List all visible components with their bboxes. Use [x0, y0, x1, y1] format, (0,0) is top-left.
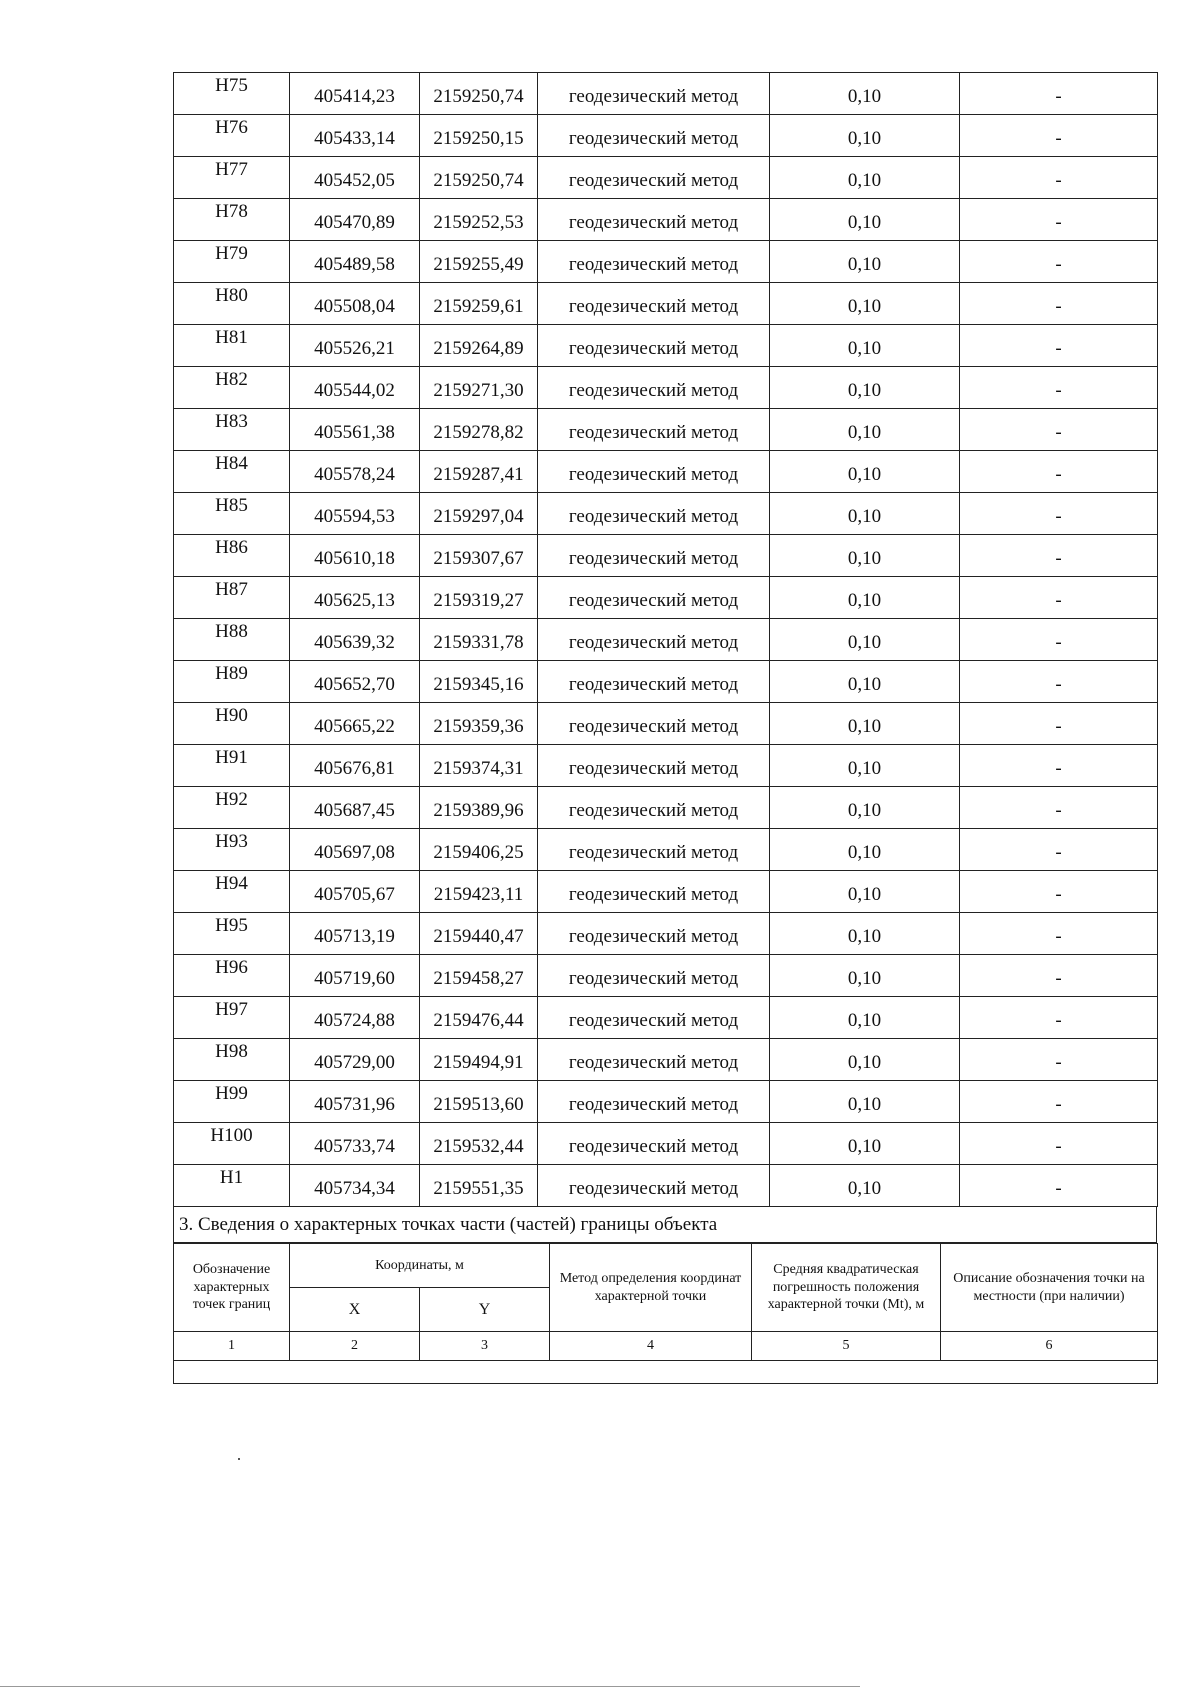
point-name: Н94 — [174, 871, 290, 913]
coord-x: 405561,38 — [290, 409, 420, 451]
coord-y: 2159389,96 — [420, 787, 538, 829]
method: геодезический метод — [538, 409, 770, 451]
method: геодезический метод — [538, 787, 770, 829]
section-3-title: 3. Сведения о характерных точках части (частей) границы объекта — [173, 1207, 1157, 1243]
description: - — [960, 703, 1158, 745]
table-row — [174, 787, 1158, 829]
coord-y: 2159250,74 — [420, 157, 538, 199]
coord-y: 2159551,35 — [420, 1165, 538, 1207]
point-name: Н95 — [174, 913, 290, 955]
mt-error: 0,10 — [770, 1081, 960, 1123]
mt-error: 0,10 — [770, 619, 960, 661]
point-name: Н75 — [174, 73, 290, 115]
point-name: Н82 — [174, 367, 290, 409]
header-x: X — [290, 1288, 420, 1332]
coord-y: 2159513,60 — [420, 1081, 538, 1123]
description: - — [960, 871, 1158, 913]
mt-error: 0,10 — [770, 787, 960, 829]
column-number-6: 6 — [941, 1332, 1158, 1361]
coord-y: 2159278,82 — [420, 409, 538, 451]
coord-x: 405719,60 — [290, 955, 420, 997]
coord-x: 405489,58 — [290, 241, 420, 283]
point-name: Н79 — [174, 241, 290, 283]
coord-x: 405544,02 — [290, 367, 420, 409]
coord-y: 2159307,67 — [420, 535, 538, 577]
point-name: Н99 — [174, 1081, 290, 1123]
coord-x: 405731,96 — [290, 1081, 420, 1123]
description: - — [960, 283, 1158, 325]
table-row — [174, 493, 1158, 535]
point-name: Н86 — [174, 535, 290, 577]
coord-y: 2159359,36 — [420, 703, 538, 745]
table-row — [174, 829, 1158, 871]
coord-y: 2159331,78 — [420, 619, 538, 661]
table-row — [174, 1039, 1158, 1081]
header-coordinates: Координаты, м — [290, 1244, 550, 1288]
description: - — [960, 913, 1158, 955]
coord-x: 405705,67 — [290, 871, 420, 913]
coord-y: 2159255,49 — [420, 241, 538, 283]
coord-x: 405697,08 — [290, 829, 420, 871]
method: геодезический метод — [538, 325, 770, 367]
coord-y: 2159252,53 — [420, 199, 538, 241]
table-row — [174, 871, 1158, 913]
table-row — [174, 115, 1158, 157]
point-name: Н87 — [174, 577, 290, 619]
coord-x: 405724,88 — [290, 997, 420, 1039]
method: геодезический метод — [538, 661, 770, 703]
mt-error: 0,10 — [770, 325, 960, 367]
method: геодезический метод — [538, 199, 770, 241]
point-name: Н78 — [174, 199, 290, 241]
coord-y: 2159458,27 — [420, 955, 538, 997]
coord-y: 2159440,47 — [420, 913, 538, 955]
coord-y: 2159494,91 — [420, 1039, 538, 1081]
column-number-2: 2 — [290, 1332, 420, 1361]
mt-error: 0,10 — [770, 409, 960, 451]
coord-x: 405414,23 — [290, 73, 420, 115]
point-name: Н1 — [174, 1165, 290, 1207]
table-row — [174, 325, 1158, 367]
description: - — [960, 325, 1158, 367]
mt-error: 0,10 — [770, 745, 960, 787]
method: геодезический метод — [538, 913, 770, 955]
mt-error: 0,10 — [770, 115, 960, 157]
table-row — [174, 1165, 1158, 1207]
scan-speck — [238, 1458, 240, 1460]
point-name: Н81 — [174, 325, 290, 367]
table-row — [174, 1123, 1158, 1165]
column-number-4: 4 — [550, 1332, 752, 1361]
mt-error: 0,10 — [770, 577, 960, 619]
header-y: Y — [420, 1288, 550, 1332]
table-row — [174, 241, 1158, 283]
coord-x: 405452,05 — [290, 157, 420, 199]
mt-error: 0,10 — [770, 157, 960, 199]
header-designation: Обозначение характерных точек границ — [174, 1244, 290, 1332]
description: - — [960, 1039, 1158, 1081]
mt-error: 0,10 — [770, 535, 960, 577]
coord-x: 405713,19 — [290, 913, 420, 955]
method: геодезический метод — [538, 367, 770, 409]
mt-error: 0,10 — [770, 913, 960, 955]
coord-y: 2159259,61 — [420, 283, 538, 325]
method: геодезический метод — [538, 115, 770, 157]
coord-x: 405665,22 — [290, 703, 420, 745]
coord-x: 405526,21 — [290, 325, 420, 367]
table-row — [174, 367, 1158, 409]
method: геодезический метод — [538, 577, 770, 619]
coord-y: 2159297,04 — [420, 493, 538, 535]
table-row — [174, 1081, 1158, 1123]
coord-y: 2159374,31 — [420, 745, 538, 787]
method: геодезический метод — [538, 1081, 770, 1123]
point-name: Н97 — [174, 997, 290, 1039]
coord-y: 2159532,44 — [420, 1123, 538, 1165]
document-sheet — [173, 72, 1157, 1384]
method: геодезический метод — [538, 745, 770, 787]
coord-x: 405508,04 — [290, 283, 420, 325]
coord-y: 2159345,16 — [420, 661, 538, 703]
description: - — [960, 157, 1158, 199]
mt-error: 0,10 — [770, 703, 960, 745]
table-row — [174, 745, 1158, 787]
mt-error: 0,10 — [770, 871, 960, 913]
description: - — [960, 367, 1158, 409]
mt-error: 0,10 — [770, 241, 960, 283]
description: - — [960, 451, 1158, 493]
method: геодезический метод — [538, 157, 770, 199]
table-row — [174, 199, 1158, 241]
table-row — [174, 619, 1158, 661]
point-name: Н96 — [174, 955, 290, 997]
coord-x: 405433,14 — [290, 115, 420, 157]
method: геодезический метод — [538, 535, 770, 577]
coord-x: 405578,24 — [290, 451, 420, 493]
table-row — [174, 409, 1158, 451]
description: - — [960, 73, 1158, 115]
column-number-5: 5 — [752, 1332, 941, 1361]
coord-y: 2159319,27 — [420, 577, 538, 619]
table-row — [174, 997, 1158, 1039]
coord-x: 405687,45 — [290, 787, 420, 829]
method: геодезический метод — [538, 73, 770, 115]
boundary-points-table — [173, 72, 1158, 1207]
mt-error: 0,10 — [770, 283, 960, 325]
coord-x: 405470,89 — [290, 199, 420, 241]
mt-error: 0,10 — [770, 1165, 960, 1207]
table-row — [174, 157, 1158, 199]
description: - — [960, 241, 1158, 283]
coord-x: 405625,13 — [290, 577, 420, 619]
point-name: Н88 — [174, 619, 290, 661]
point-name: Н84 — [174, 451, 290, 493]
description: - — [960, 577, 1158, 619]
column-number-1: 1 — [174, 1332, 290, 1361]
description: - — [960, 199, 1158, 241]
point-name: Н98 — [174, 1039, 290, 1081]
mt-error: 0,10 — [770, 73, 960, 115]
point-name: Н91 — [174, 745, 290, 787]
coord-y: 2159250,74 — [420, 73, 538, 115]
coord-y: 2159271,30 — [420, 367, 538, 409]
mt-error: 0,10 — [770, 955, 960, 997]
coord-x: 405652,70 — [290, 661, 420, 703]
description: - — [960, 1165, 1158, 1207]
coord-x: 405676,81 — [290, 745, 420, 787]
description: - — [960, 535, 1158, 577]
coord-y: 2159476,44 — [420, 997, 538, 1039]
method: геодезический метод — [538, 451, 770, 493]
table-row — [174, 703, 1158, 745]
coord-y: 2159423,11 — [420, 871, 538, 913]
description: - — [960, 1081, 1158, 1123]
table-row — [174, 283, 1158, 325]
description: - — [960, 829, 1158, 871]
coord-x: 405639,32 — [290, 619, 420, 661]
method: геодезический метод — [538, 1165, 770, 1207]
mt-error: 0,10 — [770, 199, 960, 241]
method: геодезический метод — [538, 997, 770, 1039]
table-row — [174, 535, 1158, 577]
table-row — [174, 955, 1158, 997]
method: геодезический метод — [538, 955, 770, 997]
description: - — [960, 409, 1158, 451]
column-number-3: 3 — [420, 1332, 550, 1361]
point-name: Н92 — [174, 787, 290, 829]
description: - — [960, 619, 1158, 661]
point-name: Н89 — [174, 661, 290, 703]
scan-edge-line — [0, 1686, 860, 1687]
method: геодезический метод — [538, 871, 770, 913]
mt-error: 0,10 — [770, 661, 960, 703]
description: - — [960, 493, 1158, 535]
method: геодезический метод — [538, 829, 770, 871]
description: - — [960, 955, 1158, 997]
boundary-points-body — [174, 73, 1158, 1207]
coord-y: 2159287,41 — [420, 451, 538, 493]
description: - — [960, 115, 1158, 157]
point-name: Н80 — [174, 283, 290, 325]
method: геодезический метод — [538, 1039, 770, 1081]
coord-x: 405733,74 — [290, 1123, 420, 1165]
description: - — [960, 745, 1158, 787]
description: - — [960, 1123, 1158, 1165]
method: геодезический метод — [538, 493, 770, 535]
point-name: Н85 — [174, 493, 290, 535]
method: геодезический метод — [538, 241, 770, 283]
coord-y: 2159264,89 — [420, 325, 538, 367]
point-name: Н93 — [174, 829, 290, 871]
table-row — [174, 451, 1158, 493]
method: геодезический метод — [538, 1123, 770, 1165]
coord-y: 2159406,25 — [420, 829, 538, 871]
description: - — [960, 661, 1158, 703]
table-row — [174, 577, 1158, 619]
mt-error: 0,10 — [770, 1039, 960, 1081]
table-row — [174, 661, 1158, 703]
coord-x: 405610,18 — [290, 535, 420, 577]
mt-error: 0,10 — [770, 1123, 960, 1165]
coord-x: 405729,00 — [290, 1039, 420, 1081]
mt-error: 0,10 — [770, 829, 960, 871]
coord-x: 405734,34 — [290, 1165, 420, 1207]
section-3-table — [173, 1243, 1158, 1384]
point-name: Н77 — [174, 157, 290, 199]
header-method: Метод определения координат характерной точки — [550, 1244, 752, 1332]
coord-x: 405594,53 — [290, 493, 420, 535]
mt-error: 0,10 — [770, 451, 960, 493]
header-description: Описание обозначения точки на местности (при наличии) — [941, 1244, 1158, 1332]
point-name: Н76 — [174, 115, 290, 157]
method: геодезический метод — [538, 703, 770, 745]
mt-error: 0,10 — [770, 367, 960, 409]
table-row — [174, 73, 1158, 115]
coord-y: 2159250,15 — [420, 115, 538, 157]
table-row — [174, 913, 1158, 955]
mt-error: 0,10 — [770, 493, 960, 535]
point-name: Н100 — [174, 1123, 290, 1165]
method: геодезический метод — [538, 283, 770, 325]
header-error: Средняя квадратическая погрешность положения характерной точки (Mt), м — [752, 1244, 941, 1332]
description: - — [960, 997, 1158, 1039]
mt-error: 0,10 — [770, 997, 960, 1039]
method: геодезический метод — [538, 619, 770, 661]
point-name: Н83 — [174, 409, 290, 451]
description: - — [960, 787, 1158, 829]
empty-row — [174, 1361, 1158, 1384]
point-name: Н90 — [174, 703, 290, 745]
